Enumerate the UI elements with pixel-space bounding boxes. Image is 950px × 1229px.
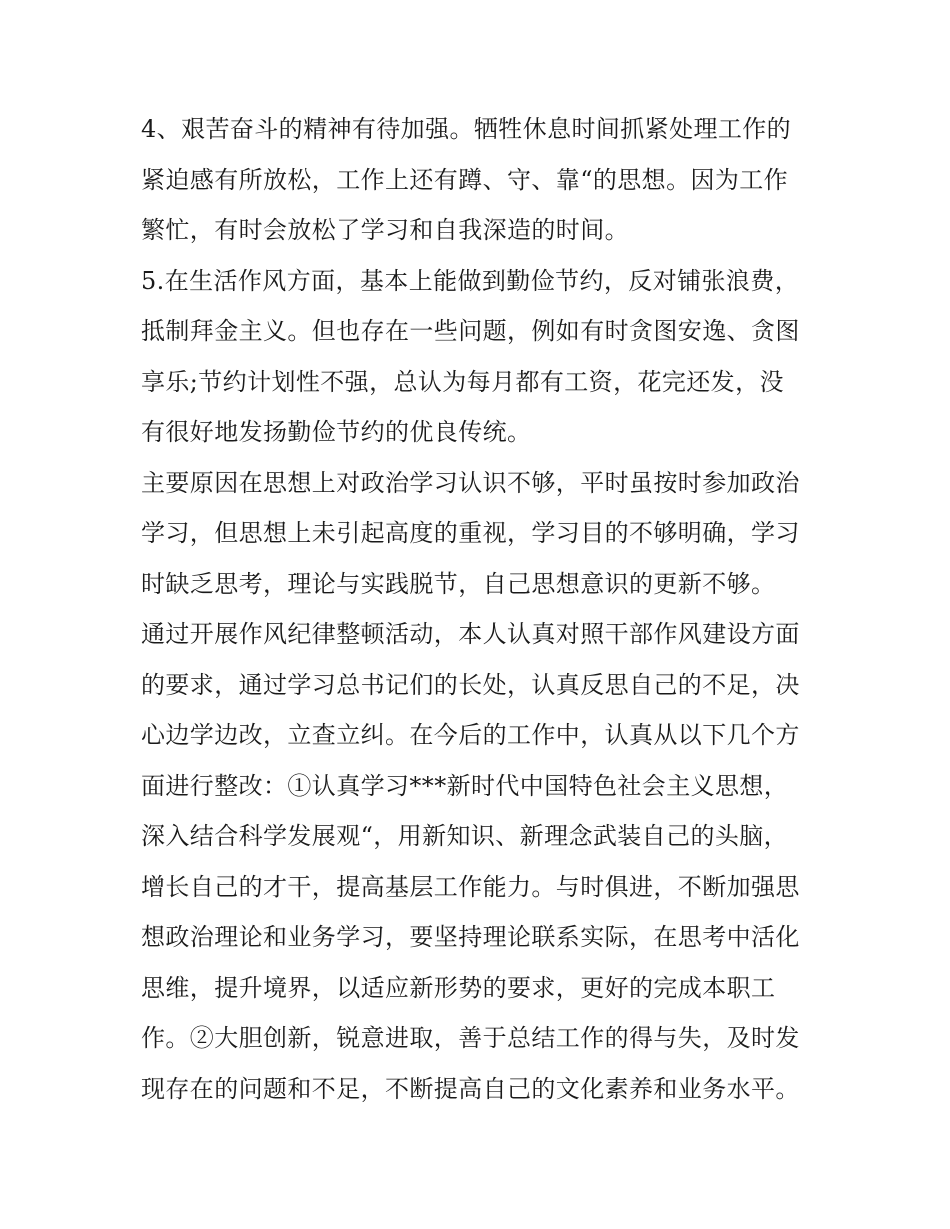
text-line-10: 时缺乏思考，理论与实践脱节，自己思想意识的更新不够。 [141, 569, 776, 598]
text-line-11: 通过开展作风纪律整顿活动，本人认真对照干部作风建设方面 [141, 620, 800, 648]
text-line-16: 增长自己的才干，提高基层工作能力。与时俱进，不断加强思 [141, 872, 800, 901]
text-line-3: 繁忙，有时会放松了学习和自我深造的时间。 [141, 216, 629, 244]
text-line-19: 作。②大胆创新，锐意进取，善于总结工作的得与失，及时发 [141, 1024, 800, 1052]
text-line-7: 有很好地发扬勤俭节约的优良传统。 [141, 418, 532, 446]
document-body [141, 104, 821, 1114]
text-line-18: 思维，提升境界，以适应新形势的要求，更好的完成本职工 [141, 973, 776, 1002]
text-line-13: 心边学边改，立查立纠。在今后的工作中，认真从以下几个方 [141, 721, 800, 749]
text-line-1: 4、艰苦奋斗的精神有待加强。牺牲休息时间抓紧处理工作的 [141, 115, 792, 143]
text-line-17: 想政治理论和业务学习，要坚持理论联系实际，在思考中活化 [141, 923, 800, 951]
text-line-14: 面进行整改：①认真学习***新时代中国特色社会主义思想， [141, 771, 789, 800]
text-line-6: 享乐;节约计划性不强，总认为每月都有工资，花完还发，没 [141, 367, 784, 396]
text-line-2: 紧迫感有所放松，工作上还有蹲、守、靠“的思想。因为工作 [141, 165, 789, 194]
text-line-5: 抵制拜金主义。但也存在一些问题，例如有时贪图安逸、贪图 [141, 317, 800, 345]
text-line-20: 现存在的问题和不足，不断提高自己的文化素养和业务水平。 [141, 1074, 800, 1103]
text-line-15: 深入结合科学发展观“，用新知识、新理念武装自己的头脑， [141, 822, 789, 850]
text-line-12: 的要求，通过学习总书记们的长处，认真反思自己的不足，决 [141, 670, 800, 699]
text-line-8: 主要原因在思想上对政治学习认识不够，平时虽按时参加政治 [141, 468, 800, 497]
text-line-9: 学习，但思想上未引起高度的重视，学习目的不够明确，学习 [141, 519, 800, 547]
text-line-4: 5.在生活作风方面，基本上能做到勤俭节约，反对铺张浪费， [141, 266, 800, 295]
